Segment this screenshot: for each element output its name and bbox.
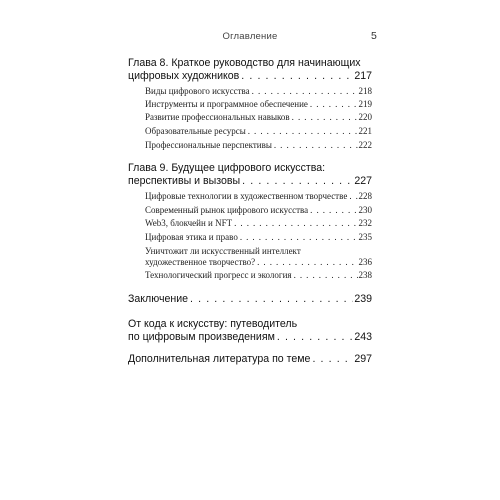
dot-leader	[234, 218, 357, 229]
dot-leader	[242, 175, 353, 188]
chapter-title-line: Глава 9. Будущее цифрового искусства:	[128, 162, 326, 174]
entry-title-line: От кода к искусству: путеводитель	[128, 318, 298, 330]
toc-item[interactable]: Развитие профессиональных навыков . . . 220	[145, 112, 372, 123]
toc-entry-chapter-9[interactable]	[128, 162, 372, 188]
toc-item[interactable]: Виды цифрового искусства . . . 218	[145, 86, 372, 97]
toc-entry-chapter-8[interactable]	[128, 57, 372, 83]
dot-leader	[294, 270, 358, 281]
toc-item[interactable]: Цифровые технологии в художественном творчестве . . . 228	[145, 191, 372, 202]
dot-leader	[257, 257, 357, 268]
running-title: Оглавление	[222, 31, 278, 42]
chapter-title-line: перспективы и вызовы . . . 227	[128, 175, 372, 188]
toc-entry-further-reading[interactable]: Дополнительная литература по теме . . . 297	[128, 353, 372, 366]
dot-leader	[248, 126, 358, 137]
dot-leader	[252, 86, 358, 97]
toc-item[interactable]: Цифровая этика и право . . . 235	[145, 232, 372, 243]
toc-entry-guide[interactable]	[128, 318, 372, 344]
chapter-title-line: цифровых художников . . . 217	[128, 70, 372, 83]
dot-leader	[274, 140, 358, 151]
toc-item[interactable]: Инструменты и программное обеспечение . . . 219	[145, 99, 372, 110]
toc-item[interactable]: Современный рынок цифрового искусства . . . 230	[145, 205, 372, 216]
toc-entry-conclusion[interactable]: Заключение . . . 239	[128, 293, 372, 306]
toc-page-number: 243	[354, 331, 372, 343]
toc-item[interactable]: Технологический прогресс и экология . . . 238	[145, 270, 372, 281]
toc-page-number: 227	[354, 175, 372, 187]
dot-leader	[190, 293, 353, 306]
toc-item[interactable]: Образовательные ресурсы . . . 221	[145, 126, 372, 137]
dot-leader	[241, 70, 353, 83]
dot-leader	[310, 99, 358, 110]
toc-page-number: 297	[354, 353, 372, 365]
dot-leader	[349, 191, 357, 202]
toc-page-number: 239	[354, 293, 372, 305]
page-number: 5	[371, 30, 377, 42]
entry-title-line: по цифровым произведениям . . . 243	[128, 331, 372, 344]
toc-page-number: 217	[354, 70, 372, 82]
dot-leader	[292, 112, 358, 123]
dot-leader	[277, 331, 353, 344]
toc-item[interactable]: Уничтожит ли искусственный интеллект художественное творчество? . . . 236	[145, 246, 372, 268]
chapter-title-line: Глава 8. Краткое руководство для начинающих	[128, 57, 361, 69]
toc-item[interactable]: Профессиональные перспективы . . . 222	[145, 140, 372, 151]
dot-leader	[240, 232, 358, 243]
dot-leader	[312, 353, 353, 366]
toc-item[interactable]: Web3, блокчейн и NFT . . . 232	[145, 218, 372, 229]
dot-leader	[310, 205, 357, 216]
